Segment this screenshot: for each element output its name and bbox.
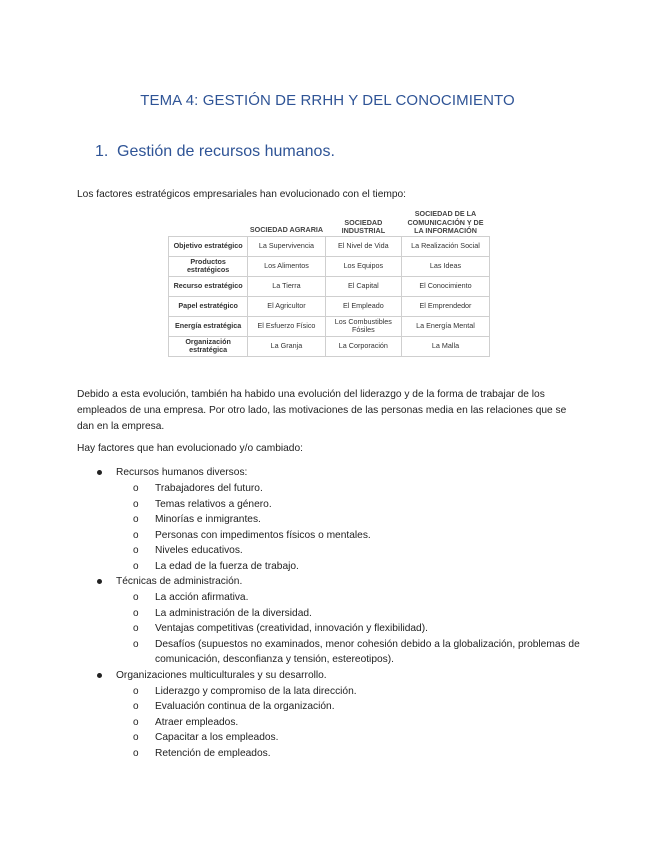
circle-bullet-icon: o [133,560,139,572]
circle-bullet-icon: o [133,607,139,619]
table-cell: La Granja [248,336,325,356]
sub-list-item-label: La edad de la fuerza de trabajo. [155,560,299,572]
section-heading [95,143,335,161]
circle-bullet-icon: o [133,623,139,634]
circle-bullet-icon: o [133,732,139,743]
sub-list-item [95,637,595,668]
table-row [169,256,490,276]
circle-bullet-icon: o [133,483,139,494]
section-number: 1. [95,143,109,160]
sub-list-item-label: Capacitar a los empleados. [155,732,279,743]
table-cell: La Malla [401,336,489,356]
sub-list-item-label: Ventajas competitivas (creatividad, innovación y flexibilidad). [155,623,428,634]
sub-list-item [95,590,595,606]
table-row-header: Recurso estratégico [169,276,248,296]
table-cell: El Nivel de Vida [325,236,401,256]
table-cell: La Energía Mental [401,316,489,336]
circle-bullet-icon: o [133,545,139,556]
circle-bullet-icon: o [133,498,139,510]
section-title: Gestión de recursos humanos. [117,143,335,160]
sub-list-item-label: La acción afirmativa. [155,592,249,603]
table-row-header: Productos estratégicos [169,256,248,276]
sub-list-item-label: Temas relativos a género. [155,498,272,510]
table-cell: El Emprendedor [401,296,489,316]
table-header-cell: SOCIEDAD AGRARIA [249,225,324,234]
table-cell: Los Combustibles Fósiles [325,316,401,336]
sub-list-item [95,559,595,575]
table-row [169,316,490,336]
table-cell: El Capital [325,276,401,296]
table-cell: El Conocimiento [401,276,489,296]
sub-list-item-label: Niveles educativos. [155,545,243,556]
bullet-icon [97,470,102,475]
sub-list-item [95,497,595,513]
table-cell: El Agricultor [248,296,325,316]
sub-list-item-label: Atraer empleados. [155,716,239,728]
sub-list-item [95,606,595,622]
sub-list-item [95,481,595,497]
sub-list-item [95,528,595,544]
table-row [169,336,490,356]
sub-list-item [95,746,595,762]
table-header-cell: SOCIEDAD DE LA COMUNICACIÓN Y DE LA INFORMACIÓN [407,209,484,235]
table-row-header: Energía estratégica [169,316,248,336]
list-item-label: Organizaciones multiculturales y su desarrollo. [116,669,327,681]
list-item [95,465,595,481]
strategic-factors-table [168,210,490,357]
table-row-header: Papel estratégico [169,296,248,316]
sub-list-item-label: Evaluación continua de la organización. [155,701,335,712]
sub-list-item [95,715,595,731]
table-row-header: Objetivo estratégico [169,236,248,256]
sub-list-item-label: Personas con impedimentos físicos o mentales. [155,529,371,541]
sub-list-item-label: Liderazgo y compromiso de la lata dirección. [155,685,357,697]
table-row-header: Organización estratégica [169,336,248,356]
intro-paragraph: Los factores estratégicos empresariales han evolucionado con el tiempo: [77,189,407,200]
list-item [95,668,595,684]
circle-bullet-icon: o [133,592,139,603]
table-row [169,276,490,296]
sub-list-item [95,730,595,746]
table-row [169,236,490,256]
bullet-icon [97,673,102,678]
table-cell: La Realización Social [401,236,489,256]
sub-list-item-label: Desafíos (supuestos no examinados, menor cohesión debido a la globalización, problemas de comunicación, desconfianza y tensión, estereotipos). [155,638,580,665]
sub-list-item [95,699,595,715]
table-header-cell [169,210,248,236]
circle-bullet-icon: o [133,638,139,650]
list-item-label: Técnicas de administración. [116,576,243,587]
list-item [95,574,595,590]
table-header-row [169,210,490,236]
sub-list-item-label: La administración de la diversidad. [155,607,312,619]
circle-bullet-icon: o [133,529,139,541]
factors-paragraph: Hay factores que han evolucionado y/o cambiado: [77,443,303,454]
circle-bullet-icon: o [133,716,139,728]
sub-list-item-label: Minorías e inmigrantes. [155,514,261,525]
circle-bullet-icon: o [133,514,139,525]
sub-list-item-label: Trabajadores del futuro. [155,483,263,494]
table-cell: El Empleado [325,296,401,316]
table-header-cell: SOCIEDAD INDUSTRIAL [341,217,386,235]
sub-list-item [95,621,595,637]
table-cell: La Corporación [325,336,401,356]
list-item-label: Recursos humanos diversos: [116,467,248,478]
table-cell: Las Ideas [401,256,489,276]
document-title: TEMA 4: GESTIÓN DE RRHH Y DEL CONOCIMIENTO [140,92,515,109]
circle-bullet-icon: o [133,747,139,759]
sub-list-item-label: Retención de empleados. [155,747,271,759]
table-cell: El Esfuerzo Físico [248,316,325,336]
sub-list-item [95,512,595,528]
table-cell: La Supervivencia [248,236,325,256]
sub-list-item [95,684,595,700]
sub-list-item [95,543,595,559]
circle-bullet-icon: o [133,685,139,697]
table-row [169,296,490,316]
evolution-paragraph: Debido a esta evolución, también ha habido una evolución del liderazgo y de la forma de trabajar de los empleados de una empresa. Por otro lado, las motivaciones de las personas media en las relaciones que se dan en la empresa. [77,389,567,432]
bullet-icon [97,579,102,584]
table-cell: Los Equipos [325,256,401,276]
circle-bullet-icon: o [133,701,139,712]
table-cell: Los Alimentos [248,256,325,276]
factors-list [95,465,595,761]
table-cell: La Tierra [248,276,325,296]
